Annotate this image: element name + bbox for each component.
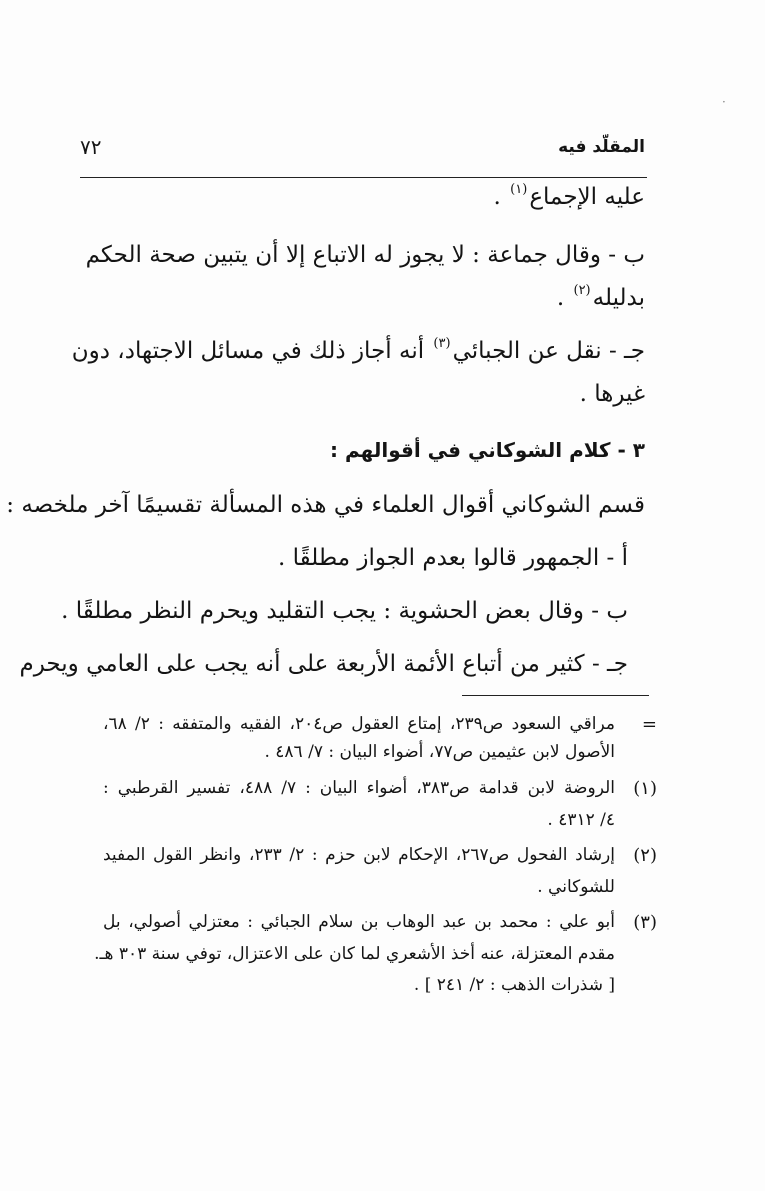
- footnote-2-line-2: للشوكاني .: [537, 877, 615, 897]
- footnote-separator: [462, 695, 649, 696]
- footnote-ref-1: (١): [510, 182, 528, 197]
- footnote-1-line-1: الروضة لابن قدامة ص٣٨٣، أضواء البيان : ٧/ ٤٨٨، تفسير القرطبي :: [103, 778, 615, 798]
- body-line-4: جـ - نقل عن الجبائي$^{(٣)}$ أنه أجاز ذلك في مسائل الاجتهاد، دون: [71, 336, 645, 364]
- section-heading: ٣ - كلام الشوكاني في أقوالهم :: [330, 438, 645, 462]
- running-header-title: المقلّد فيه: [558, 137, 645, 157]
- body-line-2: ب - وقال جماعة : لا يجوز له الاتباع إلا أن يتبين صحة الحكم: [85, 242, 645, 268]
- body-line-7: أ - الجمهور قالوا بعدم الجواز مطلقًا .: [278, 545, 628, 571]
- footnote-continuation-line-1: مراقي السعود ص٢٣٩، إمتاع العقول ص٢٠٤، الفقيه والمتفقه : ٢/ ٦٨،: [103, 714, 615, 734]
- footnote-2-mark: (٢): [633, 845, 657, 866]
- footnote-1-mark: (١): [633, 778, 657, 799]
- footnote-continuation-line-2: الأصول لابن عثيمين ص٧٧، أضواء البيان : ٧/ ٤٨٦ .: [264, 742, 615, 762]
- body-line-8: ب - وقال بعض الحشوية : يجب التقليد ويحرم النظر مطلقًا .: [61, 598, 628, 624]
- footnote-3-mark: (٣): [633, 912, 657, 933]
- body-line-6: قسم الشوكاني أقوال العلماء في هذه المسألة تقسيمًا آخر ملخصه :: [6, 492, 645, 518]
- footnote-3-line-2: مقدم المعتزلة، عنه أخذ الأشعري لما كان على الاعتزال، توفي سنة ٣٠٣ هـ.: [94, 944, 615, 964]
- footnote-ref-2: (٢): [573, 283, 591, 298]
- header-rule: [80, 177, 647, 178]
- footnote-3-line-3: [ شذرات الذهب : ٢/ ٢٤١ ] .: [413, 975, 615, 995]
- footnote-continuation-mark: =: [641, 714, 657, 735]
- body-line-9: جـ - كثير من أتباع الأئمة الأربعة على أنه يجب على العامي ويحرم: [19, 651, 628, 677]
- footnote-2-line-1: إرشاد الفحول ص٢٦٧، الإحكام لابن حزم : ٢/ ٢٣٣، وانظر القول المفيد: [103, 845, 615, 865]
- body-line-1: عليه الإجماع$^{(١)}$ .: [493, 182, 645, 210]
- body-line-5: غيرها .: [579, 381, 645, 407]
- footnote-ref-3: (٣): [433, 336, 451, 351]
- page-number: ٧٢: [80, 135, 102, 159]
- margin-mark: ·: [722, 95, 726, 109]
- footnote-3-line-1: أبو علي : محمد بن عبد الوهاب بن سلام الجبائي : معتزلي أصولي، بل: [103, 912, 615, 932]
- footnote-1-line-2: ٤/ ٤٣١٢ .: [547, 810, 615, 830]
- body-line-3: بدليله$^{(٢)}$ .: [556, 283, 645, 311]
